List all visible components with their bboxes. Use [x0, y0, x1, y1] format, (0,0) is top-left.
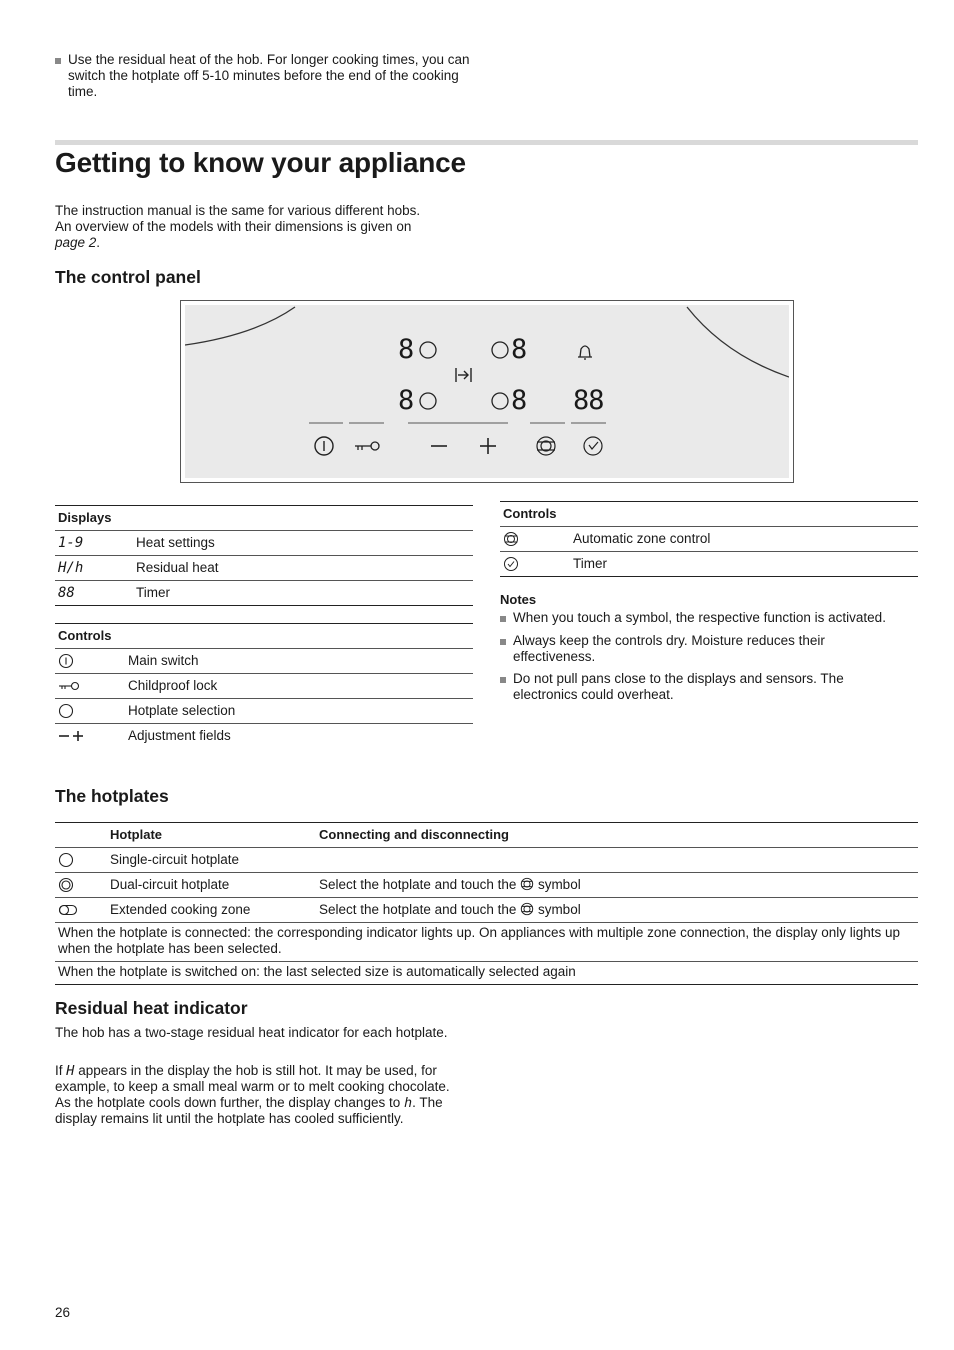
heat-settings-symbol: 1-9: [58, 535, 84, 551]
key-icon: [58, 674, 80, 698]
notes-title: Notes: [500, 592, 537, 607]
zone-control-icon: [503, 527, 519, 551]
minus-plus-icon: [58, 724, 84, 748]
page-title: Getting to know your appliance: [55, 147, 466, 178]
controls-table-header: Controls: [500, 501, 918, 527]
table-row: Adjustment fields: [55, 724, 473, 748]
timer-icon: [503, 552, 519, 576]
displays-table-header: Displays: [55, 505, 473, 531]
extended-zone-icon: [58, 898, 78, 922]
table-row: Extended cooking zone Select the hotplate and touch the symbol: [55, 898, 918, 923]
display-digit-top-right: 8: [511, 334, 528, 365]
circle-icon: [420, 393, 436, 409]
circle-icon: [492, 393, 508, 409]
intro-bullet: [55, 52, 475, 100]
residual-para-2: If H appears in the display the hob is still hot. It may be used, for example, to keep a small meal warm or to melt cooking chocolate. As the hotplate cools down further, the display changes to h. The display remains lit until the hotplate has cooled sufficiently.: [55, 1063, 450, 1126]
bullet-marker: [500, 677, 506, 683]
residual-para-1: The hob has a two-stage residual heat indicator for each hotplate.: [55, 1025, 448, 1040]
hotplate-arc-right: [687, 307, 789, 377]
section-intro: The instruction manual is the same for various different hobs. An overview of the models with their dimensions is given on page 2.: [55, 203, 421, 250]
main-switch-icon: [315, 437, 333, 455]
hotplate-note: When the hotplate is connected: the corresponding indicator lights up. On appliances with multiple zone connection, the display only lights up when the hotplate has been selected.: [55, 923, 918, 962]
bullet-marker: [500, 616, 506, 622]
residual-symbol-high: H: [66, 1063, 75, 1079]
intro-bullet-text: Use the residual heat of the hob. For longer cooking times, you can switch the hotplate off 5-10 minutes before the end of the cooking time.: [68, 52, 470, 99]
table-row: Childproof lock: [55, 674, 473, 699]
residual-heat-heading: Residual heat indicator: [55, 998, 248, 1018]
display-digit-bottom-right: 8: [511, 385, 528, 416]
note-item: Do not pull pans close to the displays and sensors. The electronics could overheat.: [500, 671, 890, 703]
page-number: 26: [55, 1305, 71, 1320]
hotplate-note: When the hotplate is switched on: the last selected size is automatically selected again: [55, 962, 918, 985]
controls-table-header: Controls: [55, 623, 473, 649]
control-panel-illustration: [180, 300, 794, 483]
table-row: Timer: [500, 552, 918, 577]
dual-circuit-icon: [58, 873, 74, 897]
controls-table-right: [500, 501, 918, 577]
table-row: Automatic zone control: [500, 527, 918, 552]
display-digit-bottom-left: 8: [398, 385, 415, 416]
table-row: Single-circuit hotplate: [55, 848, 918, 873]
table-row: H/h Residual heat: [55, 556, 473, 581]
control-panel-heading: The control panel: [55, 267, 201, 287]
link-zone-icon: [456, 368, 471, 382]
panel-surface: [185, 305, 789, 478]
key-icon: [355, 442, 379, 450]
plus-icon: [480, 438, 496, 454]
hotplates-table: [55, 822, 918, 985]
table-row: Hotplate selection: [55, 699, 473, 724]
bullet-marker: [500, 639, 506, 645]
zone-control-icon: [520, 902, 534, 916]
displays-table: [55, 505, 473, 606]
table-row: Dual-circuit hotplate Select the hotplate and touch the symbol: [55, 873, 918, 898]
circle-icon: [58, 699, 74, 723]
residual-heat-symbol: H/h: [58, 560, 84, 576]
note-item: When you touch a symbol, the respective function is activated.: [500, 610, 890, 626]
single-circuit-icon: [58, 848, 74, 872]
table-row: 1-9 Heat settings: [55, 531, 473, 556]
panel-drawing: [185, 305, 789, 478]
bullet-marker: [55, 58, 61, 64]
controls-table-left: [55, 623, 473, 748]
zone-control-icon: [520, 877, 534, 891]
page-reference: page 2: [55, 235, 97, 250]
section-divider: [55, 140, 918, 145]
timer-symbol: 88: [58, 585, 75, 601]
notes-block: [500, 592, 890, 703]
circle-icon: [492, 342, 508, 358]
zone-control-icon: [537, 437, 555, 455]
table-row: 88 Timer: [55, 581, 473, 606]
residual-symbol-low: h: [404, 1095, 413, 1111]
main-switch-icon: [58, 649, 74, 673]
timer-icon: [584, 437, 602, 455]
circle-icon: [420, 342, 436, 358]
display-timer: 88: [573, 385, 604, 416]
display-digit-top-left: 8: [398, 334, 415, 365]
hotplate-arc-left: [185, 307, 295, 345]
bell-icon: [578, 346, 592, 360]
table-row: Main switch: [55, 649, 473, 674]
hotplates-heading: The hotplates: [55, 786, 169, 806]
note-item: Always keep the controls dry. Moisture reduces their effectiveness.: [500, 633, 890, 665]
table-header-row: Hotplate Connecting and disconnecting: [55, 822, 918, 848]
